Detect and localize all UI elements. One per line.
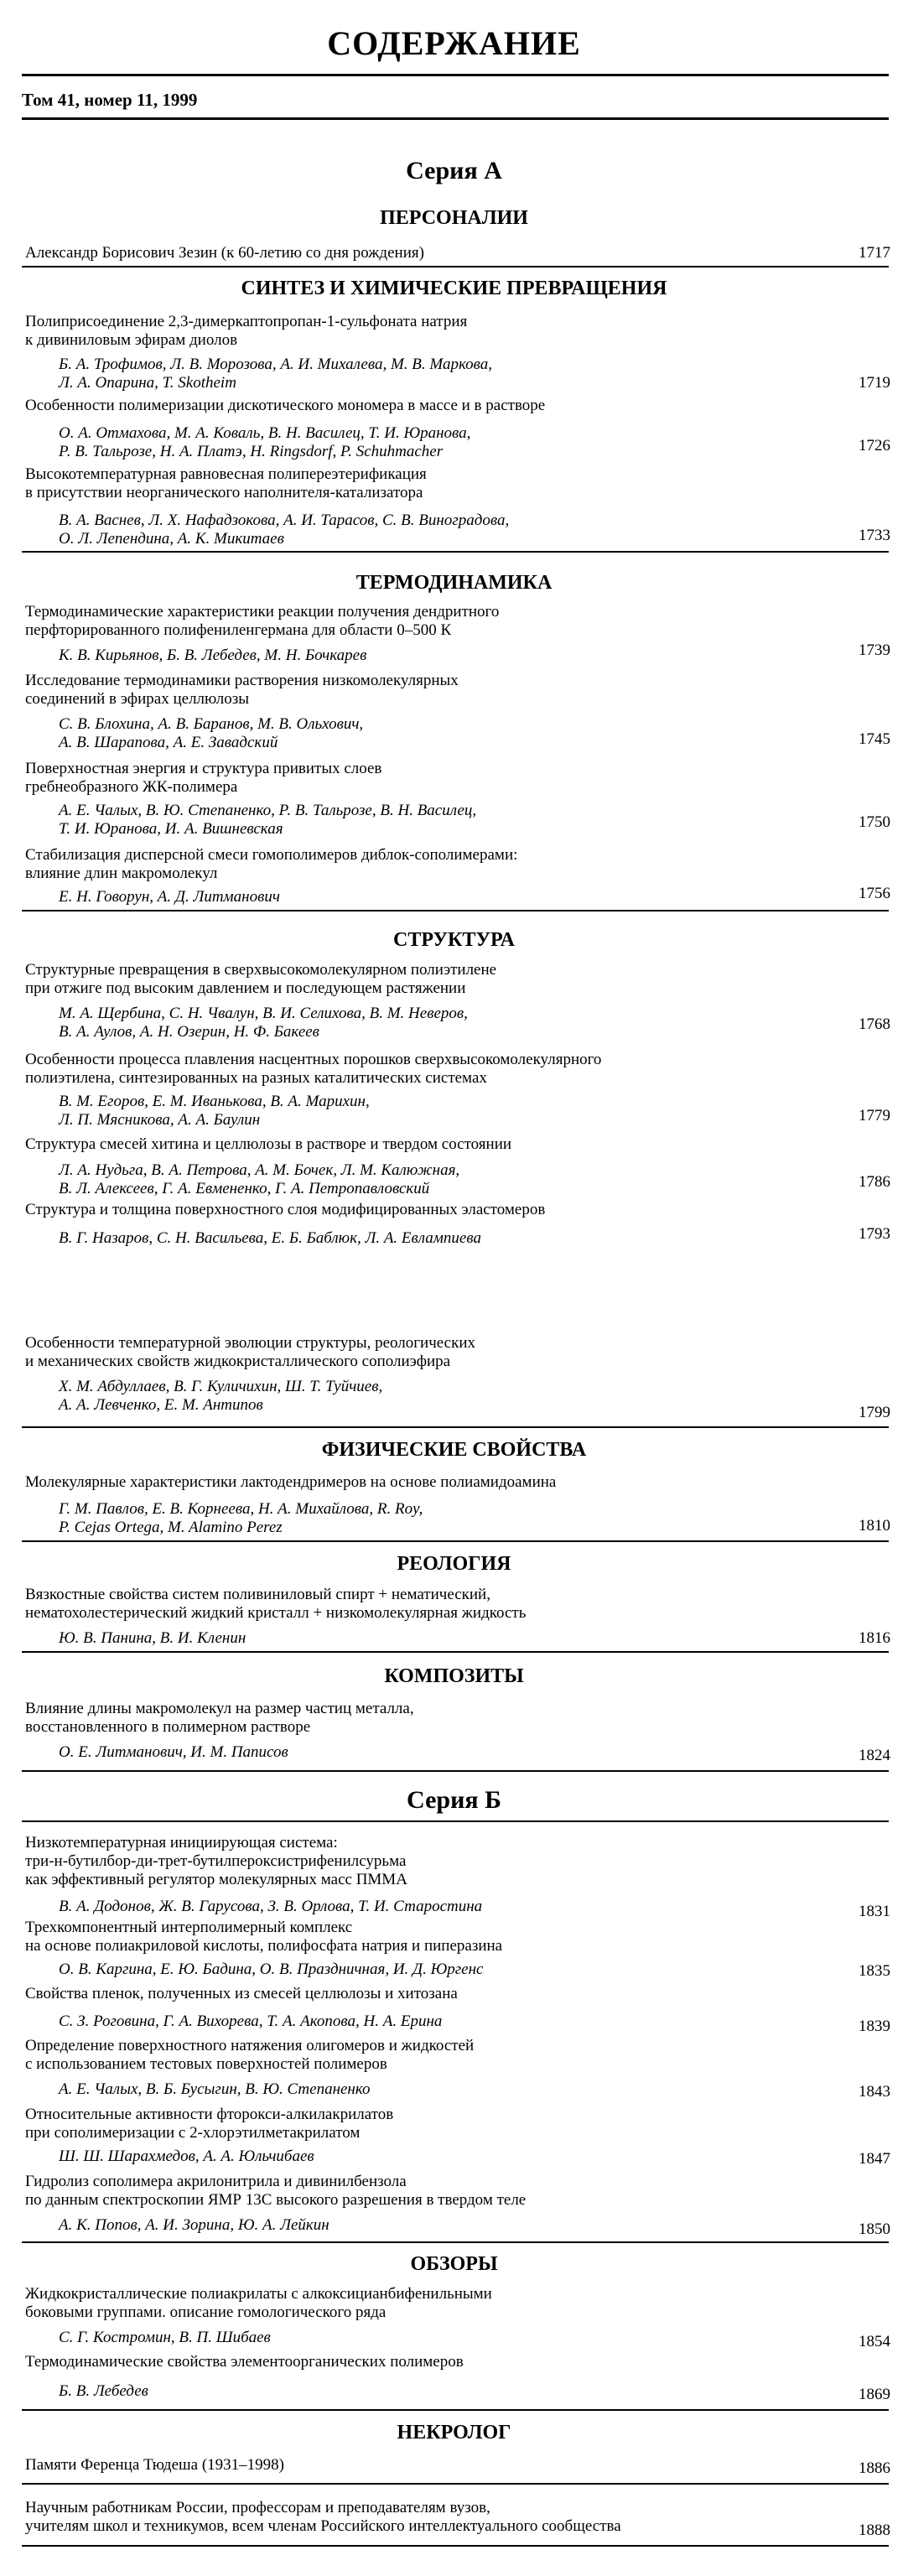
entry-authors: А. К. Попов, А. И. Зорина, Ю. А. Лейкин: [59, 2216, 329, 2234]
entry-title: Особенности процесса плавления насцентных порошков сверхвысокомолекулярного полиэтилена, синтезированных на разных каталитических системах: [25, 1051, 602, 1087]
entry-authors: Е. Н. Говорун, А. Д. Литманович: [59, 888, 280, 906]
entry-page: 1847: [859, 2150, 890, 2168]
divider: [22, 1820, 889, 1822]
divider: [22, 1426, 889, 1428]
entry-page: 1786: [859, 1173, 890, 1191]
divider: [22, 2409, 889, 2411]
divider: [22, 266, 889, 267]
entry-title: Исследование термодинамики растворения низкомолекулярных соединений в эфирах целлюлозы: [25, 672, 459, 708]
entry-page: 1816: [859, 1629, 890, 1647]
divider: [22, 2483, 889, 2485]
entry-title: Поверхностная энергия и структура привитых слоев гребнеобразного ЖК-полимера: [25, 760, 382, 796]
entry-authors: О. Е. Литманович, И. М. Паписов: [59, 1743, 288, 1761]
entry-page: 1854: [859, 2333, 890, 2350]
entry-authors: В. А. Васнев, Л. Х. Нафадзокова, А. И. Тарасов, С. В. Виноградова, О. Л. Лепендина, А. К. Микитаев: [59, 512, 510, 548]
entry-authors: Б. А. Трофимов, Л. В. Морозова, А. И. Михалева, М. В. Маркова, Л. А. Опарина, T. Skotheim: [59, 356, 492, 392]
entry-authors: В. А. Додонов, Ж. В. Гарусова, З. В. Орлова, Т. И. Старостина: [59, 1898, 483, 1915]
entry-authors: Ш. Ш. Шарахмедов, А. А. Юльчибаев: [59, 2148, 314, 2165]
entry-authors: Ю. В. Панина, В. И. Кленин: [59, 1629, 246, 1647]
entry-title: Свойства пленок, полученных из смесей целлюлозы и хитозана: [25, 1985, 458, 2002]
entry-title: Структурные превращения в сверхвысокомолекулярном полиэтилене при отжиге под высоким давлением и последующем растяжении: [25, 961, 497, 997]
entry-title: Термодинамические свойства элементоорганических полимеров: [25, 2353, 464, 2371]
entry-title: Высокотемпературная равновесная полипереэтерификация в присутствии неорганического наполнителя-катализатора: [25, 465, 427, 501]
entry-page: 1739: [859, 641, 890, 659]
section-physical-properties: ФИЗИЧЕСКИЕ СВОЙСТВА: [321, 1439, 587, 1461]
section-obituary: НЕКРОЛОГ: [397, 2422, 511, 2444]
divider: [22, 551, 889, 553]
entry-page: 1719: [859, 374, 890, 392]
entry-title: Низкотемпературная инициирующая система: три-н-бутилбор-ди-трет-бутилпероксистрифенилсурьма как эффективный регулятор молекулярных масс ПММА: [25, 1834, 407, 1888]
entry-title: Структура смесей хитина и целлюлозы в растворе и твердом состоянии: [25, 1135, 512, 1153]
entry-page: 1886: [859, 2459, 890, 2477]
divider: [22, 117, 889, 120]
entry-page: 1750: [859, 813, 890, 831]
entry-authors: Б. В. Лебедев: [59, 2382, 148, 2400]
divider: [22, 2241, 889, 2243]
entry-page: 1756: [859, 885, 890, 902]
entry-authors: А. Е. Чалых, В. Ю. Степаненко, Р. В. Тальрозе, В. Н. Василец, Т. И. Юранова, И. А. Вишневская: [59, 802, 477, 838]
entry-title: Гидролиз сополимера акрилонитрила и дивинилбензола по данным спектроскопии ЯМР 13С высокого разрешения в твердом теле: [25, 2173, 527, 2209]
entry-page: 1733: [859, 527, 890, 544]
entry-page: 1717: [859, 244, 890, 262]
divider: [22, 1651, 889, 1653]
section-reviews: ОБЗОРЫ: [410, 2253, 498, 2275]
entry-title: Относительные активности фторокси-алкилакрилатов при сополимеризации с 2-хлорэтилметакрилатом: [25, 2106, 394, 2142]
divider: [22, 2545, 889, 2547]
entry-title: Вязкостные свойства систем поливиниловый спирт + нематический, нематохолестерический жидкий кристалл + низкомолекулярная жидкость: [25, 1586, 527, 1622]
entry-page: 1793: [859, 1225, 890, 1243]
entry-authors: Г. М. Павлов, Е. В. Корнеева, Н. А. Михайлова, R. Roy, P. Cejas Ortega, M. Alamino Perez: [59, 1500, 423, 1536]
volume-info: Том 41, номер 11, 1999: [22, 90, 198, 110]
entry-page: 1810: [859, 1517, 890, 1535]
entry-page: 1779: [859, 1107, 890, 1124]
entry-title: Структура и толщина поверхностного слоя модифицированных эластомеров: [25, 1201, 546, 1218]
divider: [22, 1770, 889, 1772]
entry-title: Термодинамические характеристики реакции получения дендритного перфторированного полифениленгермана для области 0–500 К: [25, 603, 500, 639]
entry-page: 1843: [859, 2083, 890, 2101]
entry-authors: А. Е. Чалых, В. Б. Бусыгин, В. Ю. Степаненко: [59, 2080, 371, 2098]
section-rheology: РЕОЛОГИЯ: [397, 1553, 511, 1575]
entry-authors: Л. А. Нудьга, В. А. Петрова, А. М. Бочек, Л. М. Калюжная, В. Л. Алексеев, Г. А. Евмененко, Г. А. Петропавловский: [59, 1161, 460, 1197]
entry-page: 1726: [859, 437, 890, 454]
entry-title: Трехкомпонентный интерполимерный комплекс на основе полиакриловой кислоты, полифосфата натрия и пиперазина: [25, 1919, 503, 1955]
entry-authors: М. А. Щербина, С. Н. Чвалун, В. И. Селихова, В. М. Неверов, В. А. Аулов, А. Н. Озерин, Н. Ф. Бакеев: [59, 1005, 468, 1041]
series-a-heading: Серия А: [406, 157, 502, 184]
entry-page: 1850: [859, 2220, 890, 2238]
divider: [22, 74, 889, 76]
entry-title: Молекулярные характеристики лактодендримеров на основе полиамидоамина: [25, 1473, 557, 1491]
entry-authors: К. В. Кирьянов, Б. В. Лебедев, М. Н. Бочкарев: [59, 647, 367, 664]
entry-page: 1888: [859, 2521, 890, 2539]
entry-page: 1839: [859, 2018, 890, 2035]
entry-title: Стабилизация дисперсной смеси гомополимеров диблок-сополимерами: влияние длин макромолекул: [25, 846, 518, 882]
entry-title: Жидкокристаллические полиакрилаты с алкоксицианбифенильными боковыми группами. описание гомологического ряда: [25, 2285, 492, 2321]
section-thermodynamics: ТЕРМОДИНАМИКА: [355, 572, 553, 594]
entry-page: 1869: [859, 2386, 890, 2403]
section-composites: КОМПОЗИТЫ: [384, 1665, 524, 1687]
section-structure: СТРУКТУРА: [393, 929, 515, 951]
entry-title: Памяти Ференца Тюдеша (1931–1998): [25, 2456, 284, 2474]
entry-page: 1745: [859, 730, 890, 748]
series-b-heading: Серия Б: [407, 1786, 501, 1814]
divider: [22, 1540, 889, 1542]
divider: [22, 910, 889, 911]
entry-title: Влияние длины макромолекул на размер частиц металла, восстановленного в полимерном растворе: [25, 1700, 414, 1736]
entry-authors: С. З. Роговина, Г. А. Вихорева, Т. А. Акопова, Н. А. Ерина: [59, 2012, 443, 2030]
section-synthesis: СИНТЕЗ И ХИМИЧЕСКИЕ ПРЕВРАЩЕНИЯ: [241, 278, 667, 299]
entry-page: 1831: [859, 1903, 890, 1920]
entry-authors: В. Г. Назаров, С. Н. Васильева, Е. Б. Баблюк, Л. А. Евлампиева: [59, 1229, 481, 1247]
entry-authors: В. М. Егоров, Е. М. Иванькова, В. А. Марихин, Л. П. Мясникова, А. А. Баулин: [59, 1093, 370, 1129]
entry-title: Александр Борисович Зезин (к 60-летию со дня рождения): [25, 244, 424, 262]
entry-authors: С. В. Блохина, А. В. Баранов, М. В. Ольхович, А. В. Шарапова, А. Е. Завадский: [59, 715, 364, 751]
entry-page: 1768: [859, 1015, 890, 1033]
entry-authors: С. Г. Костромин, В. П. Шибаев: [59, 2329, 271, 2346]
entry-authors: О. В. Каргина, Е. Ю. Бадина, О. В. Праздничная, И. Д. Юргенс: [59, 1961, 484, 1978]
entry-authors: Х. М. Абдуллаев, В. Г. Куличихин, Ш. Т. Туйчиев, А. А. Левченко, Е. М. Антипов: [59, 1378, 383, 1414]
entry-page: 1824: [859, 1747, 890, 1764]
entry-authors: О. А. Отмахова, М. А. Коваль, В. Н. Василец, Т. И. Юранова, Р. В. Тальрозе, Н. А. Платэ, H. Ringsdorf, P. Schuhmacher: [59, 424, 471, 460]
entry-title: Определение поверхностного натяжения олигомеров и жидкостей с использованием тестовых поверхностей полимеров: [25, 2037, 475, 2073]
page-title: СОДЕРЖАНИЕ: [327, 24, 581, 62]
entry-title: Научным работникам России, профессорам и преподавателям вузов, учителям школ и техникумов, всем членам Российского интеллектуального сообщества: [25, 2499, 621, 2535]
entry-page: 1835: [859, 1962, 890, 1980]
entry-title: Особенности температурной эволюции структуры, реологических и механических свойств жидкокристаллического сополиэфира: [25, 1334, 476, 1370]
entry-title: Особенности полимеризации дискотического мономера в массе и в растворе: [25, 397, 546, 414]
section-personalii: ПЕРСОНАЛИИ: [380, 207, 528, 229]
entry-page: 1799: [859, 1404, 890, 1421]
entry-title: Полиприсоединение 2,3-димеркаптопропан-1-сульфоната натрия к дивиниловым эфирам диолов: [25, 313, 468, 349]
